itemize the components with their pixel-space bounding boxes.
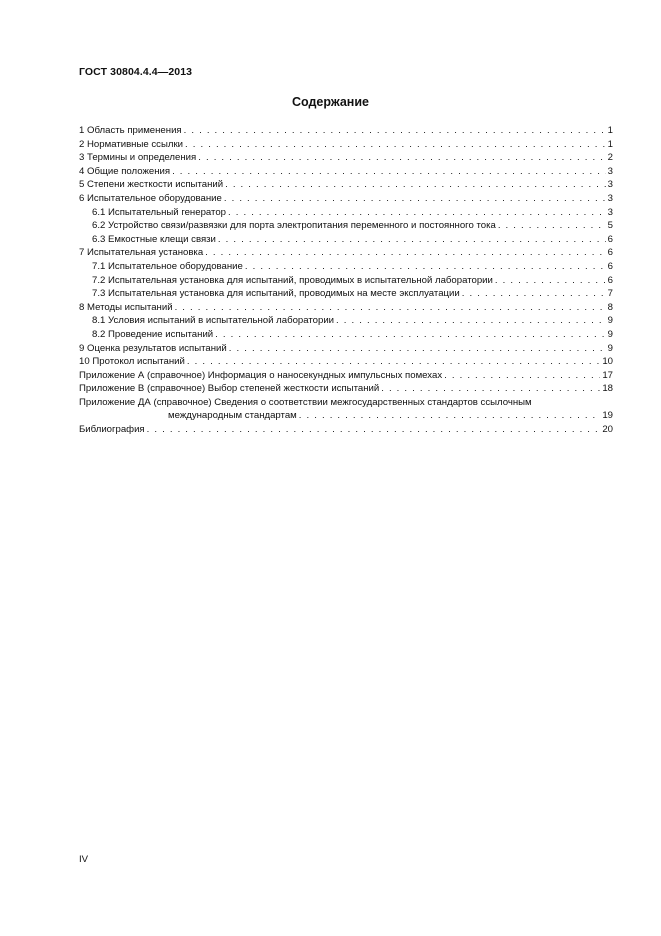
toc-entry[interactable]: [79, 396, 613, 410]
toc-leader-dots: [229, 342, 606, 356]
toc-entry[interactable]: [79, 151, 613, 165]
toc-entry-text: 3 Термины и определения: [79, 152, 197, 164]
toc-entry[interactable]: [79, 192, 613, 206]
toc-entry-page: 7: [607, 288, 613, 300]
toc-leader-dots: [175, 301, 606, 315]
toc-entry[interactable]: [79, 301, 613, 315]
toc-entry[interactable]: [79, 423, 613, 437]
toc-entry-page: 6: [607, 233, 613, 245]
toc-entry[interactable]: [79, 233, 613, 247]
toc-entry-page: 17: [602, 369, 613, 381]
toc-entry-text: 5 Степени жесткости испытаний: [79, 179, 224, 191]
toc-entry-page: 6: [607, 274, 613, 286]
toc-entry[interactable]: [79, 328, 613, 342]
toc-entry-text: 6 Испытательное оборудование: [79, 192, 222, 204]
toc-entry-text: Приложение В (справочное) Выбор степеней жесткости испытаний: [79, 383, 380, 395]
toc-entry-page: 9: [607, 315, 613, 327]
toc-leader-dots: [336, 314, 606, 328]
toc-entry-page: 6: [607, 260, 613, 272]
toc-leader-dots: [444, 369, 600, 383]
toc-entry[interactable]: [79, 206, 613, 220]
toc-entry[interactable]: [79, 314, 613, 328]
toc-entry-text: Библиография: [79, 424, 145, 436]
toc-entry[interactable]: [79, 355, 613, 369]
toc-leader-dots: [462, 287, 606, 301]
toc-entry-page: 1: [607, 125, 613, 136]
toc-entry[interactable]: [79, 342, 613, 356]
toc-leader-dots: [245, 260, 606, 274]
toc-entry-page: 20: [602, 424, 613, 436]
toc-entry-text: международным стандартам: [168, 410, 297, 422]
toc-entry-page: 8: [607, 301, 613, 313]
toc-entry-text: 1 Область применения: [79, 125, 182, 136]
toc-leader-dots: [184, 124, 606, 138]
toc-entry-text: 9 Оценка результатов испытаний: [79, 342, 227, 354]
toc-entry-page: 3: [607, 165, 613, 177]
toc-leader-dots: [299, 409, 601, 423]
toc-leader-dots: [225, 178, 606, 192]
toc-leader-dots: [218, 233, 606, 247]
toc-leader-dots: [185, 138, 606, 152]
toc-entry-page: 1: [607, 138, 613, 150]
toc-leader-dots: [498, 219, 606, 233]
page-number: IV: [79, 854, 89, 865]
toc-leader-dots: [495, 274, 606, 288]
toc-entry[interactable]: [79, 287, 613, 301]
toc-leader-dots: [228, 206, 606, 220]
toc-entry-text: 2 Нормативные ссылки: [79, 138, 184, 150]
toc-entry-text: 8.2 Проведение испытаний: [92, 328, 214, 340]
toc-entry-text: 10 Протокол испытаний: [79, 356, 185, 368]
toc-leader-dots: [215, 328, 605, 342]
toc-leader-dots: [172, 165, 606, 179]
toc-entry[interactable]: [79, 124, 613, 138]
toc-entry-page: 2: [607, 152, 613, 164]
toc-entry-text: 7.2 Испытательная установка для испытаний, проводимых в испытательной лаборатории: [92, 274, 493, 286]
toc-entry-page: 3: [607, 192, 613, 204]
toc-entry[interactable]: [79, 274, 613, 288]
toc-entry[interactable]: [79, 178, 613, 192]
toc-entry[interactable]: [79, 246, 613, 260]
toc-entry-page: 9: [607, 342, 613, 354]
toc-entry-text: 7.3 Испытательная установка для испытаний, проводимых на месте эксплуатации: [92, 288, 460, 300]
toc-entry-page: 5: [607, 220, 613, 232]
toc-entry-text: 8 Методы испытаний: [79, 301, 173, 313]
toc-entry-text: Приложение А (справочное) Информация о наносекундных импульсных помехах: [79, 369, 443, 381]
toc-entry[interactable]: [79, 165, 613, 179]
document-code: ГОСТ 30804.4.4—2013: [79, 66, 193, 78]
toc-entry-text: 6.1 Испытательный генератор: [92, 206, 226, 218]
toc-leader-dots: [147, 423, 601, 437]
toc-entry[interactable]: [79, 219, 613, 233]
toc-entry-page: 9: [607, 328, 613, 340]
toc-entry-text: 6.3 Емкостные клещи связи: [92, 233, 216, 245]
toc-entry-continuation[interactable]: [79, 409, 613, 423]
toc-leader-dots: [205, 246, 605, 260]
table-of-contents: [79, 124, 613, 437]
toc-entry-page: 3: [607, 179, 613, 191]
toc-entry-page: 6: [607, 247, 613, 259]
toc-entry[interactable]: [79, 260, 613, 274]
toc-entry-page: 3: [607, 206, 613, 218]
toc-leader-dots: [187, 355, 600, 369]
toc-entry[interactable]: [79, 382, 613, 396]
toc-entry-text: 6.2 Устройство связи/развязки для порта электропитания переменного и постоянного тока: [92, 220, 496, 232]
toc-entry-text: 7 Испытательная установка: [79, 247, 204, 259]
toc-entry-text: 4 Общие положения: [79, 165, 171, 177]
toc-leader-dots: [224, 192, 606, 206]
toc-title: Содержание: [291, 95, 369, 109]
toc-entry-text: 7.1 Испытательное оборудование: [92, 260, 243, 272]
toc-entry[interactable]: [79, 369, 613, 383]
toc-entry-text: Приложение ДА (справочное) Сведения о соответствии межгосударственных стандартов ссылочным: [79, 396, 532, 408]
toc-entry[interactable]: [79, 138, 613, 152]
toc-leader-dots: [198, 151, 605, 165]
toc-entry-page: 19: [602, 410, 613, 422]
toc-leader-dots: [381, 382, 600, 396]
toc-entry-text: 8.1 Условия испытаний в испытательной лаборатории: [92, 315, 335, 327]
toc-entry-page: 18: [602, 383, 613, 395]
toc-entry-page: 10: [602, 356, 613, 368]
